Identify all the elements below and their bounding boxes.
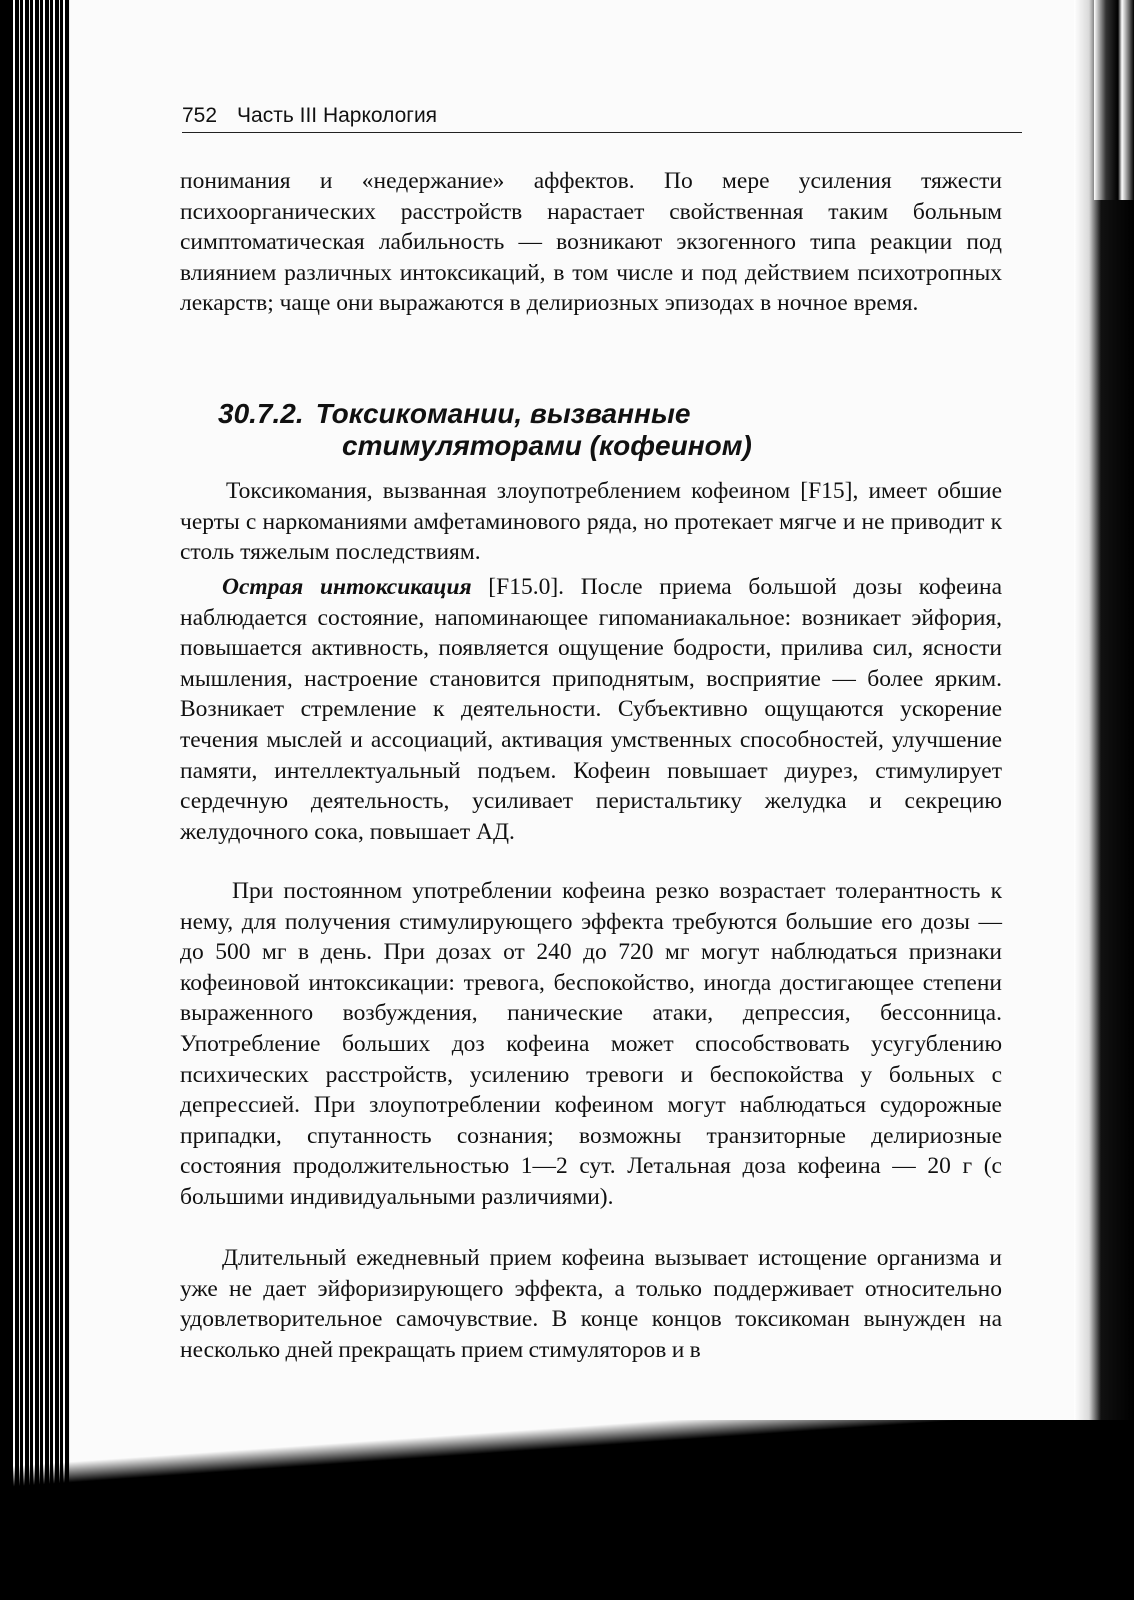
section-heading — [218, 398, 958, 462]
running-header — [182, 104, 1022, 133]
section-title-line-2: стимуляторами (кофеином) — [342, 430, 752, 461]
page-number: 752 — [182, 104, 218, 127]
section-number: 30.7.2. — [218, 398, 304, 429]
term-acute-intoxication: Острая интоксикация — [222, 574, 472, 600]
scan-binding-edge — [0, 0, 12, 1600]
paragraph-intro: Токсикомания, вызванная злоупотреблением кофеином [F15], имеет обшие черты с наркоманиями амфетаминового ряда, но протекает мягче и не приводит к столь тяжелым последствиям. — [180, 478, 1002, 566]
scan-edge-right — [1074, 0, 1134, 1600]
running-title: Часть III Наркология — [237, 104, 438, 127]
paragraph-continuation: понимания и «недержание» аффектов. По мере усиления тяжести психоорганических расстройств нарастает свойственная таким больным симптоматическая лабильность — возникают экзогенного типа реакции под влиянием различных интоксикаций, в том числе и под действием психотропных лекарств; чаще они выражаются в делириозных эпизодах в ночное время. — [180, 168, 1002, 317]
paragraph-acute-intoxication — [180, 572, 1002, 847]
section-title-line-1: Токсикомании, вызванные — [315, 398, 691, 429]
paragraph-tolerance: При постоянном употреблении кофеина резко возрастает толерантность к нему, для получения стимулирующего эффекта требуются большие его дозы — до 500 мг в день. При дозах от 240 до 720 мг могут наблюдаться признаки кофеиновой интоксикации: тревога, беспокойство, иногда достигающее степени выраженного возбуждения, панические атаки, депрессия, бессонница. Употребление больших доз кофеина может способствовать усугублению психических расстройств, усилению тревоги и беспокойства у больных с депрессией. При злоупотреблении кофеином могут наблюдаться судорожные припадки, спутанность сознания; возможны транзиторные делириозные состояния продолжительностью 1—2 сут. Летальная доза кофеина — 20 г (с большими индивидуальными различиями). — [180, 878, 1002, 1210]
scan-edge-right-top — [1094, 0, 1134, 200]
paragraph-long-term-use: Длительный ежедневный прием кофеина вызывает истощение организма и уже не дает эйфоризирующего эффекта, а только поддерживает относительно удовлетворительное самочувствие. В конце концов токсикоман вынужден на несколько дней прекращать прием стимуляторов и в — [180, 1245, 1002, 1363]
scan-bottom-shadow — [0, 1420, 1134, 1600]
paragraph-acute-intoxication-body: [F15.0]. После приема большой дозы кофеина наблюдается состояние, напоминающее гипоманиакальное: возникает эйфория, повышается активность, появляется ощущение бодрости, прилива сил, ясности мышления, настроение становится приподнятым, восприятие — более ярким. Возникает стремление к деятельности. Субъективно ощущаются ускорение течения мыслей и ассоциаций, активация умственных способностей, улучшение памяти, интеллектуальный подъем. Кофеин повышает диурез, стимулирует сердечную деятельность, усиливает перистальтику желудка и секрецию желудочного сока, повышает АД. — [180, 574, 1003, 845]
